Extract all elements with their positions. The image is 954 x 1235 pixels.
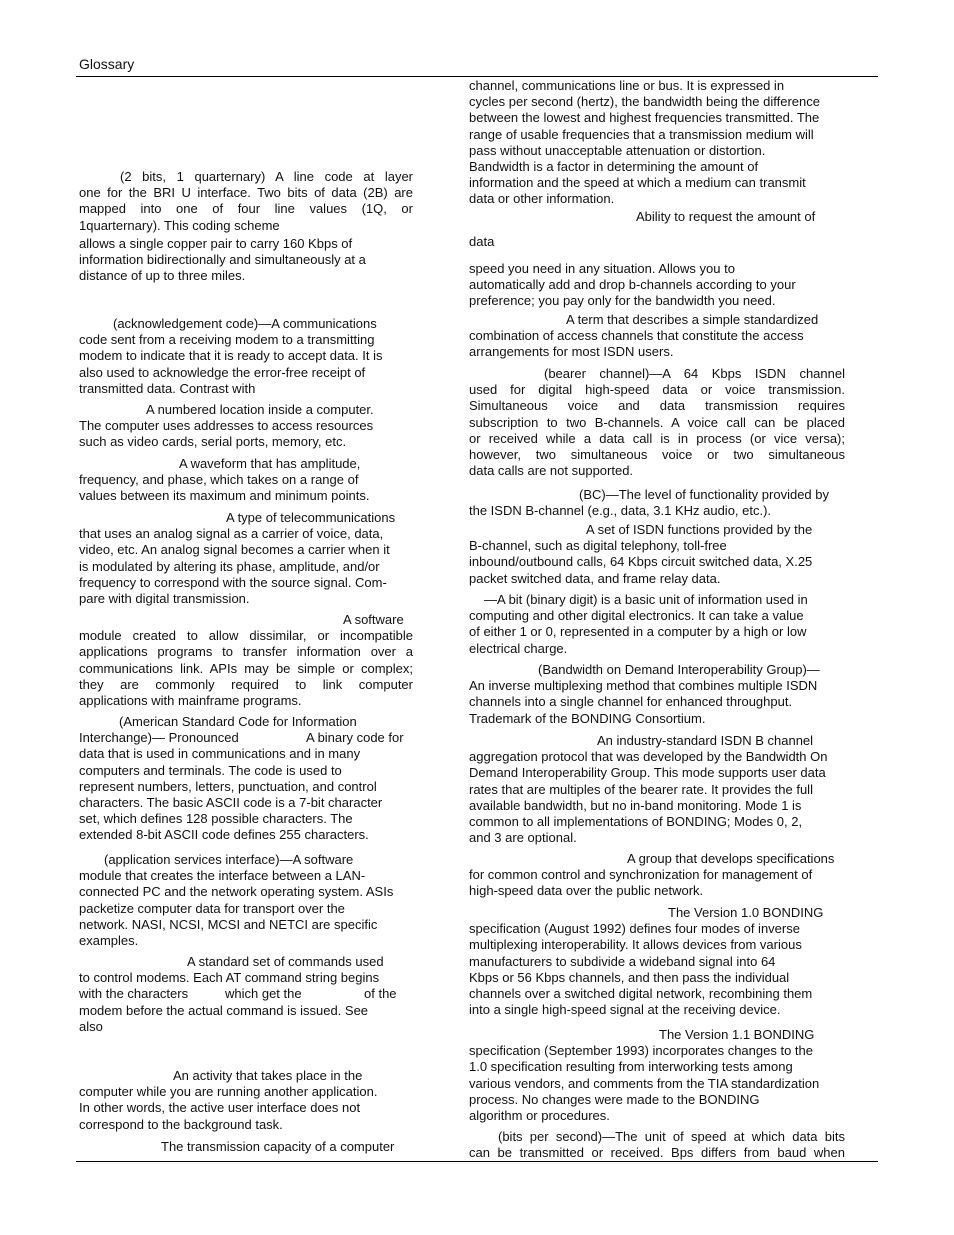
glossary-text-line: or received while a data call is in process (or vice versa); (469, 430, 845, 446)
glossary-text-line: also used to acknowledge the error-free receipt of (79, 364, 366, 380)
glossary-text-line: module that creates the interface between a LAN- (79, 868, 366, 884)
glossary-text-line: computing and other digital electronics. It can take a value (469, 608, 804, 624)
glossary-text-line: The Version 1.0 BONDING (668, 905, 824, 920)
glossary-text-line: An industry-standard ISDN B channel (597, 733, 814, 748)
glossary-text-line: applications programs to transfer information over a (79, 644, 413, 660)
header-rule (76, 76, 878, 77)
glossary-text-line: The Version 1.1 BONDING (659, 1027, 815, 1042)
glossary-text-line: also (79, 1018, 103, 1034)
glossary-text-line: automatically add and drop b-channels according to your (469, 277, 796, 293)
glossary-text-line: Demand Interoperability Group. This mode supports user data (469, 765, 826, 781)
glossary-text-line: modem before the actual command is issued. See (79, 1002, 369, 1018)
glossary-text-line: (application services interface)—A software (104, 852, 354, 867)
glossary-text-line: channels over a switched digital network, recombining them (469, 986, 813, 1001)
glossary-text-line: Bandwidth is a factor in determining the amount of (469, 159, 759, 174)
glossary-text-line: with the characters (79, 986, 189, 1002)
glossary-text-line: Trademark of the BONDING Consortium. (469, 710, 706, 726)
glossary-text-line: algorithm or procedures. (469, 1108, 610, 1123)
glossary-text-line: pare with digital transmission. (79, 591, 250, 606)
glossary-text-line: data or other information. (469, 191, 615, 207)
glossary-text-line: set, which defines 128 possible characters. The (79, 811, 353, 827)
glossary-text-line: modem to indicate that it is ready to accept data. It is (79, 348, 383, 364)
glossary-text-line: which get the (225, 986, 302, 1002)
glossary-text-line: preference; you pay only for the bandwidth you need. (469, 293, 776, 309)
glossary-text-line: high-speed data over the public network. (469, 883, 704, 899)
glossary-text-line: In other words, the active user interface does not (79, 1100, 361, 1116)
glossary-text-line: packet switched data, and frame relay data. (469, 570, 721, 586)
glossary-text-line: A waveform that has amplitude, (179, 456, 361, 471)
glossary-text-line: frequency to correspond with the source signal. Com- (79, 574, 387, 590)
glossary-text-line: such as video cards, serial ports, memory, etc. (79, 434, 347, 450)
glossary-text-line: available bandwidth, but no in-band monitoring. Mode 1 is (469, 797, 802, 813)
glossary-text-line: —A bit (binary digit) is a basic unit of information used in (484, 592, 808, 607)
glossary-text-line: (Bandwidth on Demand Interoperability Group)— (538, 662, 820, 677)
glossary-text-line: A numbered location inside a computer. (146, 402, 374, 417)
glossary-text-line: between the lowest and highest frequencies transmitted. The (469, 110, 820, 126)
glossary-text-line: multiplexing interoperability. It allows devices from various (469, 937, 802, 953)
glossary-text-line: aggregation protocol that was developed by the Bandwidth On (469, 749, 828, 765)
glossary-text-line: data that is used in communications and in many (79, 746, 361, 762)
glossary-text-line: Simultaneous voice and data transmission requires (469, 398, 845, 414)
glossary-text-line: computer while you are running another application. (79, 1084, 378, 1100)
glossary-text-line: correspond to the background task. (79, 1116, 283, 1132)
glossary-text-line: packetize computer data for transport over the (79, 900, 345, 916)
glossary-text-line: represent numbers, letters, punctuation, and control (79, 778, 377, 794)
glossary-text-line: characters. The basic ASCII code is a 7-bit character (79, 795, 383, 810)
glossary-text-line: computers and terminals. The code is used to (79, 762, 342, 778)
glossary-text-line: channels into a single channel for enhanced throughput. (469, 694, 793, 710)
glossary-text-line: specification (September 1993) incorporates changes to the (469, 1043, 813, 1059)
glossary-text-line: speed you need in any situation. Allows you to (469, 261, 735, 276)
glossary-text-line: 1quarternary). This coding scheme (79, 217, 280, 233)
glossary-text-line: (bearer channel)—A 64 Kbps ISDN channel (544, 366, 845, 381)
glossary-text-line: A term that describes a simple standardized (566, 312, 819, 327)
glossary-text-line: (BC)—The level of functionality provided by (579, 487, 830, 502)
glossary-text-line: and 3 are optional. (469, 830, 577, 846)
glossary-text-line: code sent from a receiving modem to a transmitting (79, 332, 375, 348)
glossary-text-line: arrangements for most ISDN users. (469, 344, 674, 360)
glossary-text-line: that uses an analog signal as a carrier of voice, data, (79, 526, 384, 542)
glossary-text-line: however, two simultaneous voice or two simultaneous (469, 447, 845, 462)
glossary-text-line: (acknowledgement code)—A communications (113, 316, 377, 331)
glossary-text-line: process. No changes were made to the BONDING (469, 1091, 760, 1107)
glossary-text-line: various vendors, and comments from the TIA standardization (469, 1075, 820, 1091)
glossary-text-line: is modulated by altering its phase, amplitude, and/or (79, 558, 380, 574)
glossary-text-line: An activity that takes place in the (173, 1068, 363, 1083)
glossary-text-line: manufacturers to subdivide a wideband signal into 64 (469, 953, 776, 969)
glossary-text-line: data (469, 234, 495, 249)
glossary-text-line: applications with mainframe programs. (79, 693, 302, 708)
glossary-text-line: network. NASI, NCSI, MCSI and NETCI are specific (79, 916, 378, 932)
glossary-text-line: A standard set of commands used (187, 954, 384, 969)
glossary-text-line: range of usable frequencies that a transmission medium will (469, 126, 814, 142)
glossary-text-line: inbound/outbound calls, 64 Kbps circuit switched data, X.25 (469, 554, 813, 570)
glossary-text-line: Kbps or 56 Kbps channels, and then pass the individual (469, 969, 790, 985)
glossary-text-line: values between its maximum and minimum points. (79, 488, 370, 504)
glossary-text-line: frequency, and phase, which takes on a range of (79, 472, 359, 488)
glossary-text-line: transmitted data. Contrast with (79, 380, 256, 396)
glossary-text-line: pass without unacceptable attenuation or distortion. (469, 142, 766, 158)
glossary-text-line: B-channel, such as digital telephony, toll-free (469, 538, 727, 554)
glossary-text-line: extended 8-bit ASCII code defines 255 characters. (79, 827, 369, 843)
glossary-text-line: The transmission capacity of a computer (161, 1139, 395, 1154)
glossary-text-line: Interchange)— Pronounced (79, 730, 239, 746)
glossary-text-line: Ability to request the amount of (636, 209, 816, 224)
glossary-text-line: specification (August 1992) defines four modes of inverse (469, 921, 800, 937)
page-header-title: Glossary (79, 56, 135, 72)
glossary-text-line: A set of ISDN functions provided by the (586, 522, 813, 537)
glossary-text-line: A group that develops specifications (627, 851, 835, 866)
glossary-text-line: 1.0 specification resulting from interworking tests among (469, 1059, 793, 1075)
glossary-text-line: distance of up to three miles. (79, 268, 246, 284)
glossary-text-line: can be transmitted or received. Bps differs from baud when (469, 1145, 845, 1161)
glossary-text-line: rates that are multiples of the bearer rate. It provides the full (469, 781, 813, 797)
glossary-text-line: communications link. APIs may be simple or complex; (79, 660, 413, 676)
glossary-text-line: module created to allow dissimilar, or incompatible (79, 628, 413, 644)
glossary-text-line: (American Standard Code for Information (119, 714, 357, 729)
glossary-text-line: common to all implementations of BONDING; Modes 0, 2, (469, 814, 803, 829)
glossary-text-line: A binary code for (306, 730, 404, 746)
glossary-text-line: A software (343, 612, 404, 627)
glossary-text-line: (bits per second)—The unit of speed at which data bits (498, 1129, 845, 1144)
glossary-text-line: for common control and synchronization for management of (469, 867, 813, 883)
glossary-text-line: connected PC and the network operating system. ASIs (79, 884, 394, 900)
glossary-text-line: mapped into one of four line values (1Q, or (79, 201, 413, 217)
glossary-text-line: electrical charge. (469, 640, 568, 656)
glossary-text-line: combination of access channels that constitute the access (469, 328, 804, 344)
glossary-text-line: (2 bits, 1 quarternary) A line code at layer (120, 169, 413, 184)
glossary-text-line: examples. (79, 933, 139, 948)
glossary-text-line: An inverse multiplexing method that combines multiple ISDN (469, 678, 818, 694)
glossary-text-line: of either 1 or 0, represented in a computer by a high or low (469, 624, 807, 640)
glossary-text-line: they are commonly required to link computer (79, 676, 413, 692)
glossary-text-line: into a single high-speed signal at the receiving device. (469, 1002, 781, 1018)
glossary-text-line: the ISDN B-channel (e.g., data, 3.1 KHz audio, etc.). (469, 503, 772, 519)
glossary-text-line: subscription to two B-channels. A voice call can be placed (469, 414, 845, 430)
footer-rule (76, 1161, 878, 1162)
glossary-text-line: The computer uses addresses to access resources (79, 418, 374, 434)
glossary-text-line: information and the speed at which a medium can transmit (469, 175, 806, 191)
glossary-text-line: one for the BRI U interface. Two bits of data (2B) are (79, 185, 413, 201)
glossary-text-line: data calls are not supported. (469, 463, 634, 479)
glossary-text-line: A type of telecommunications (226, 510, 396, 525)
glossary-text-line: of the (364, 986, 397, 1002)
glossary-text-line: allows a single copper pair to carry 160 Kbps of (79, 236, 353, 251)
glossary-text-line: to control modems. Each AT command string begins (79, 970, 380, 986)
glossary-text-line: information bidirectionally and simultaneously at a (79, 252, 366, 268)
glossary-text-line: video, etc. An analog signal becomes a carrier when it (79, 542, 390, 558)
glossary-text-line: channel, communications line or bus. It is expressed in (469, 78, 785, 93)
glossary-text-line: used for digital high-speed data or voice transmission. (469, 382, 845, 398)
glossary-text-line: cycles per second (hertz), the bandwidth being the difference (469, 94, 820, 110)
